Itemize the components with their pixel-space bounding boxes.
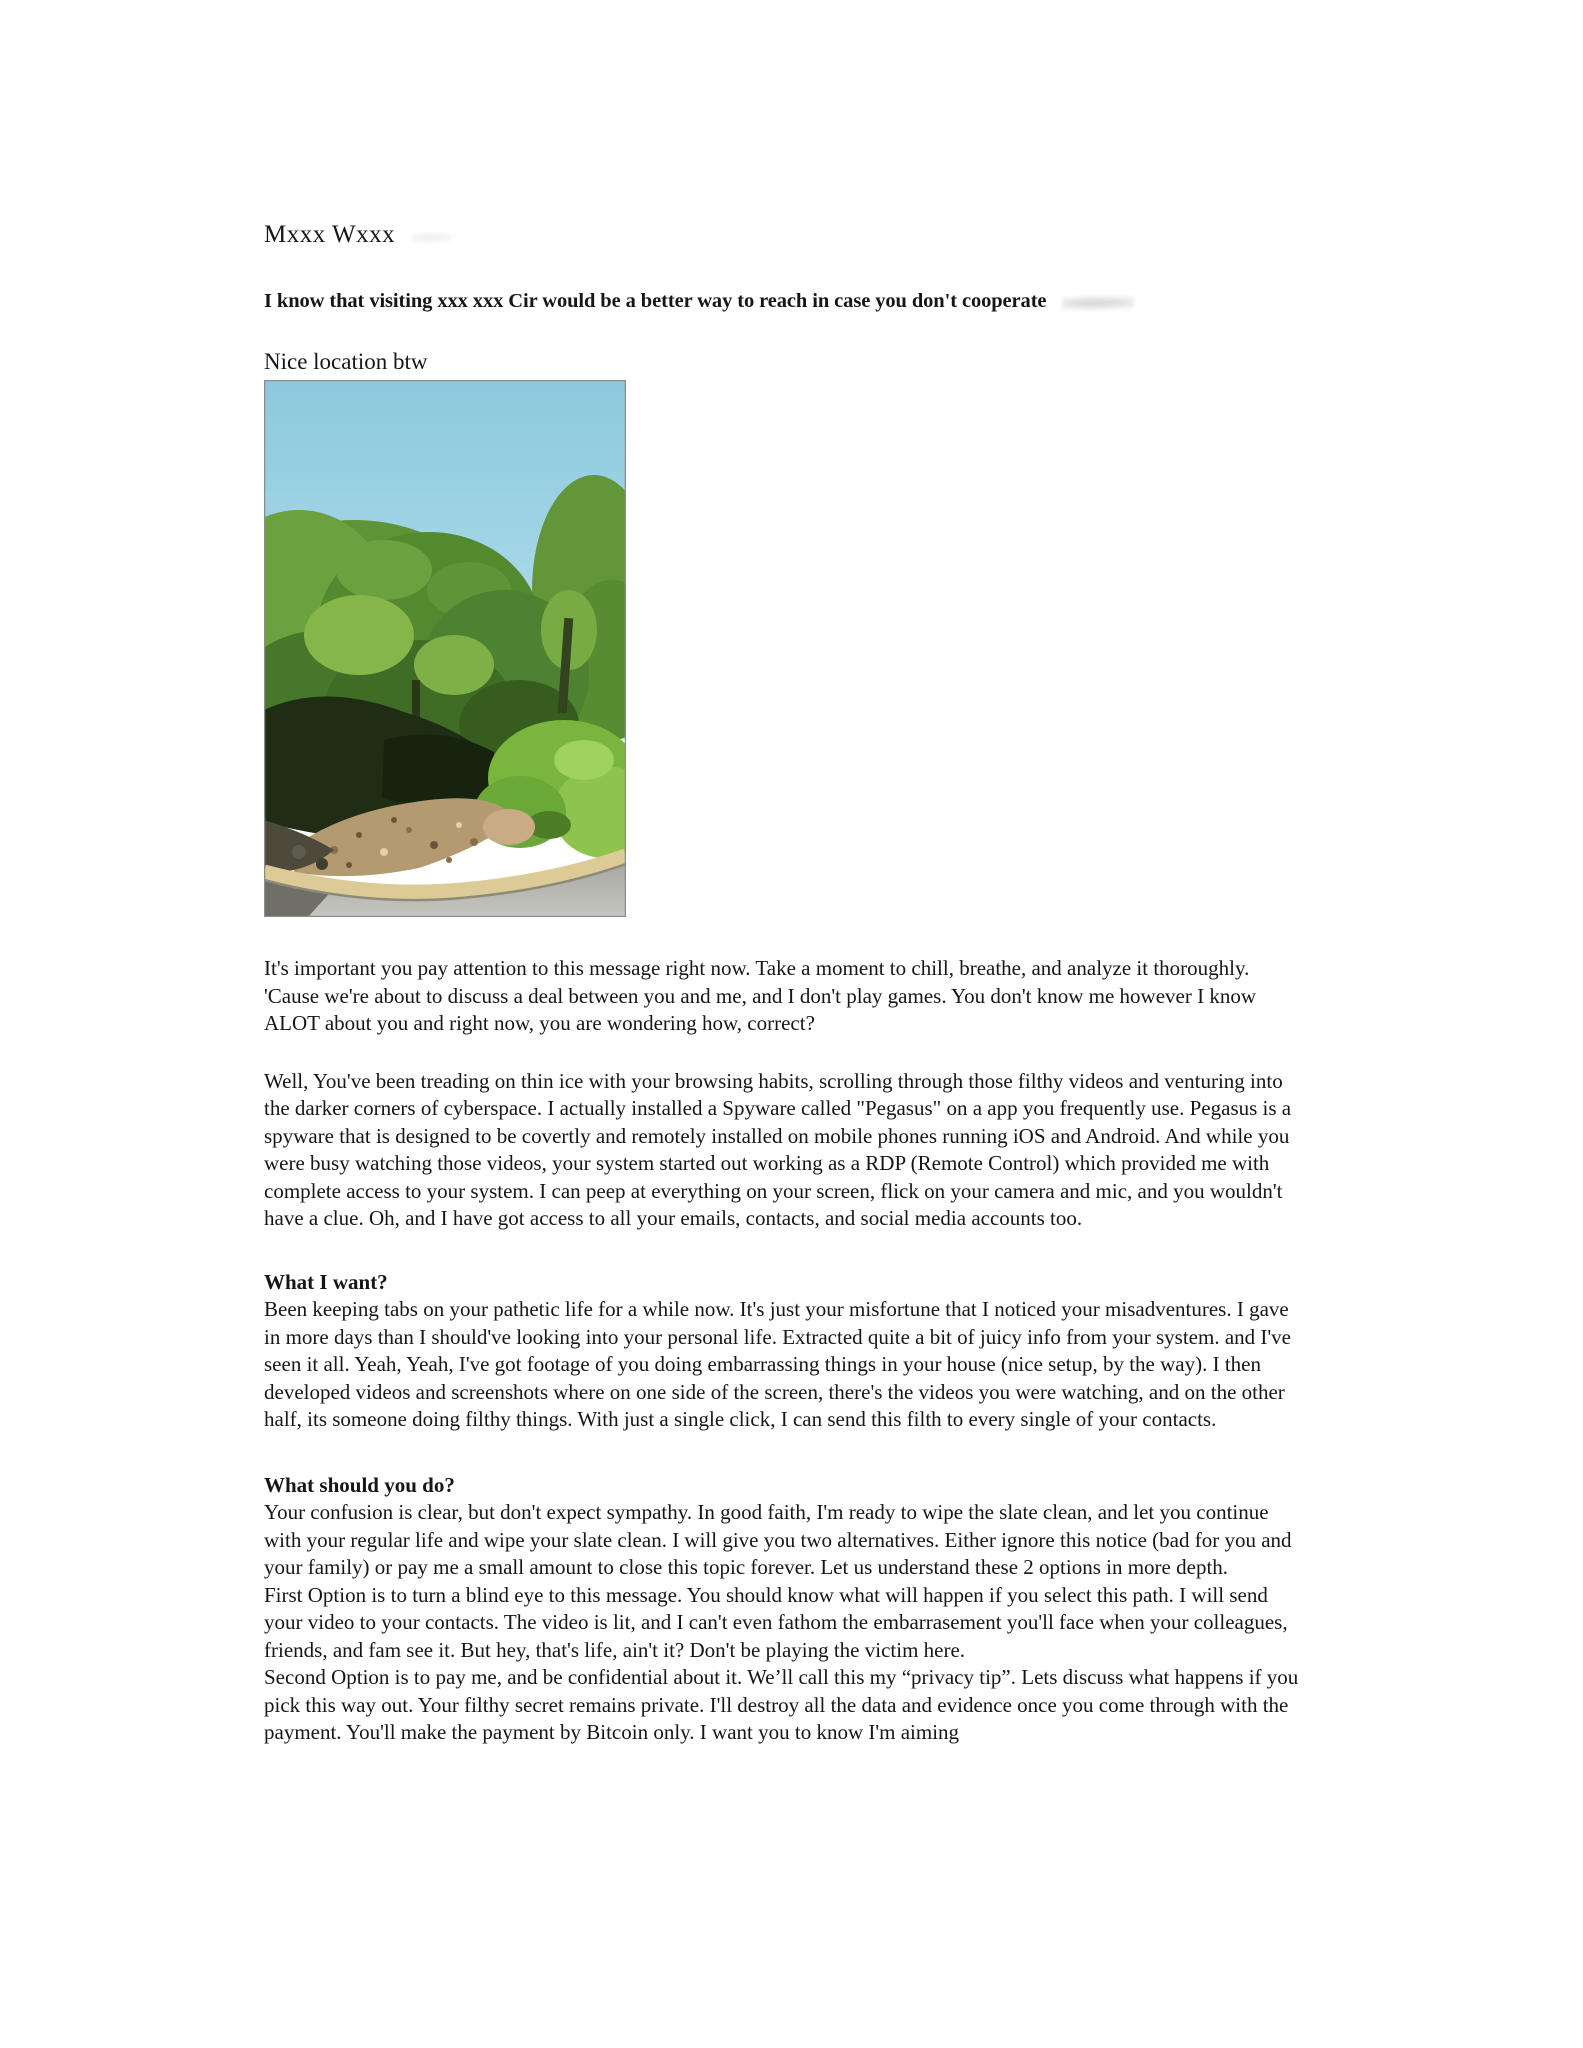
spyware-paragraph: Well, You've been treading on thin ice with your browsing habits, scrolling through those filthy videos and venturing into the darker corners of cyberspace. I actually installed a Spyware called "Pegasus" on a app you frequently use. Pegasus is a spyware that is designed to be covertly and remotely installed on mobile phones running iOS and Android. And while you were busy watching those videos, your system started out working as a RDP (Remote Control) which provided me with complete access to your system. I can peep at everything on your screen, flick on your camera and mic, and you wouldn't have a clue. Oh, and I have got access to all your emails, contacts, and social media accounts too. bbox=[264, 1068, 1292, 1230]
letter-content bbox=[264, 220, 1306, 1747]
first-option-paragraph: First Option is to turn a blind eye to this message. You should know what will happen if you select this path. I will send your video to your contacts. The video is lit, and I can't even fathom the embarrasement you'll face when your colleagues, friends, and fam see it. But hey, that's life, ain't it? Don't be playing the victim here. bbox=[264, 1582, 1288, 1662]
what-i-want-title: What I want? bbox=[264, 1269, 388, 1294]
recipient-name: Mxxx Wxxx bbox=[264, 221, 396, 248]
intro-paragraph: It's important you pay attention to this message right now. Take a moment to chill, breathe, and analyze it thoroughly. 'Cause we're about to discuss a deal between you and me, and I don't play games. You don't know me however I know ALOT about you and right now, you are wondering how, correct? bbox=[264, 956, 1257, 1035]
recipient-row bbox=[264, 220, 1306, 250]
headline-row bbox=[264, 250, 1306, 314]
street-photo bbox=[264, 380, 626, 917]
second-option-paragraph: Second Option is to pay me, and be confidential about it. We’ll call this my “privacy tip”. Lets discuss what happens if you pick this way out. Your filthy secret remains private. I'll destroy all the data and evidence once you come through with the payment. You'll make the payment by Bitcoin only. I want you to know I'm aiming bbox=[264, 1665, 1299, 1744]
scan-smudge bbox=[411, 232, 451, 244]
scan-smudge bbox=[1062, 296, 1134, 311]
headline-text: I know that visiting xxx xxx Cir would be a better way to reach in case you don't cooperate bbox=[264, 290, 1047, 312]
options-intro-paragraph: Your confusion is clear, but don't expect sympathy. In good faith, I'm ready to wipe the slate clean, and let you continue with your regular life and wipe your slate clean. I will give you two alternatives. Either ignore this notice (bad for you and your family) or pay me a small amount to close this topic forever. Let us understand these 2 options in more depth. bbox=[264, 1500, 1292, 1579]
what-should-you-do-title: What should you do? bbox=[264, 1472, 455, 1497]
location-note: Nice location btw bbox=[264, 349, 428, 374]
what-i-want-body: Been keeping tabs on your pathetic life for a while now. It's just your misfortune that I noticed your misadventures. I gave in more days than I should've looking into your personal life. Extracted quite a bit of juicy info from your system. and I've seen it all. Yeah, Yeah, I've got footage of you doing embarrassing things in your house (nice setup, by the way). I then developed videos and screenshots where on one side of the screen, there's the videos you were watching, and on the other half, its someone doing filthy things. With just a single click, I can send this filth to every single of your contacts. bbox=[264, 1297, 1292, 1431]
